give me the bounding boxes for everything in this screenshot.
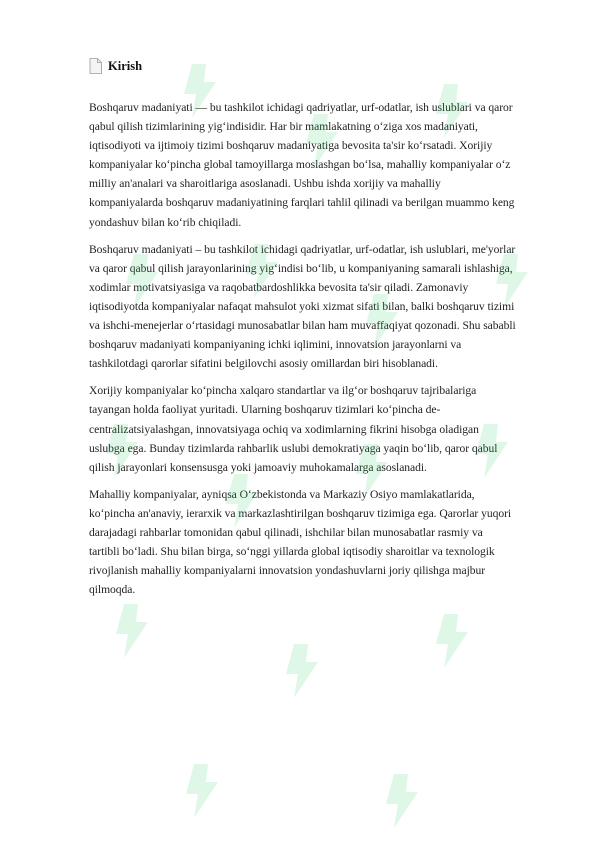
document-icon <box>89 58 102 74</box>
watermark-icon <box>280 640 322 702</box>
watermark-icon <box>380 770 422 832</box>
watermark-icon <box>180 760 222 822</box>
paragraph-foreign-companies: Xorijiy kompaniyalar ko‘pincha xalqaro standartlar va ilg‘or boshqaruv tajribalariga tayangan holda faoliyat yuritadi. Ularning boshqaruv tizimlari ko‘pincha de-centralizatsiyalashgan, innovatsiyaga ochiq va xodimlarning fikrini hisobga oladigan uslubga ega. Bunday tizimlarda rahbarlik uslubi demokratiyaga yaqin bo‘lib, qaror qabul qilish jarayonlari konsensusga yoki jamoaviy muhokamalarga asoslanadi. <box>89 384 498 474</box>
watermark-icon <box>110 600 152 662</box>
watermark-icon <box>430 610 472 672</box>
paragraph-local-companies: Mahalliy kompaniyalar, ayniqsa O‘zbekistonda va Markaziy Osiyo mamlakatlarida, ko‘pincha an'anaviy, ierarxik va markazlashtirilgan boshqaruv tizimiga ega. Qarorlar yuqori darajadagi rahbarlar tomonidan qabul qilinadi, ishchilar bilan munosabatlar rasmiy va tartibli bo‘ladi. Shu bilan birga, so‘nggi yillarda global iqtisodiy sharoitlar va texnologik rivojlanish mahalliy kompaniyalarni innovatsion yondashuvlarni joriy qilishga majbur qilmoqda. <box>89 487 512 597</box>
section-title: Kirish <box>108 58 143 73</box>
paragraph-definition: Boshqaruv madaniyati – bu tashkilot ichidagi qadriyatlar, urf-odatlar, ish uslublari, me'yorlar va qaror qabul qilish jarayonlarining yig‘indisi bo‘lib, u kompaniyaning samarali ishlashiga, xodimlar motivatsiyasiga va raqobatbardoshlikka bevosita ta'sir qiladi. Zamonaviy iqtisodiyotda kompaniyalar nafaqat mahsulot yoki xizmat sifati bilan, balki boshqaruv tizimi va ishchi-menejerlar o‘rtasidagi munosabatlar bilan ham muvaffaqiyat qozonadi. Shu sababli boshqaruv madaniyati kompaniyaning ichki iqlimini, innovatsion jarayonlarni va tashkilotdagi qarorlar sifatini belgilovchi asosiy omillardan biri hisoblanadi. <box>89 242 516 371</box>
section-heading <box>89 56 516 76</box>
paragraph-intro: Boshqaruv madaniyati — bu tashkilot ichidagi qadriyatlar, urf-odatlar, ish uslublari va qaror qabul qilish tizimlarining yig‘indisidir. Har bir mamlakatning o‘ziga xos madaniyati, iqtisodiyoti va ijtimoiy tizimi boshqaruv madaniyatiga bevosita ta'sir ko‘rsatadi. Xorijiy kompaniyalar ko‘pincha global tamoyillarga moslashgan bo‘lsa, mahalliy kompaniyalar o‘z milliy an'analari va sharoitlariga asoslanadi. Ushbu ishda xorijiy va mahalliy kompaniyalarda boshqaruv madaniyatining farqlari tahlil qilinadi va berilgan muammo keng yondashuv bilan ko‘rib chiqiladi. <box>89 101 515 229</box>
